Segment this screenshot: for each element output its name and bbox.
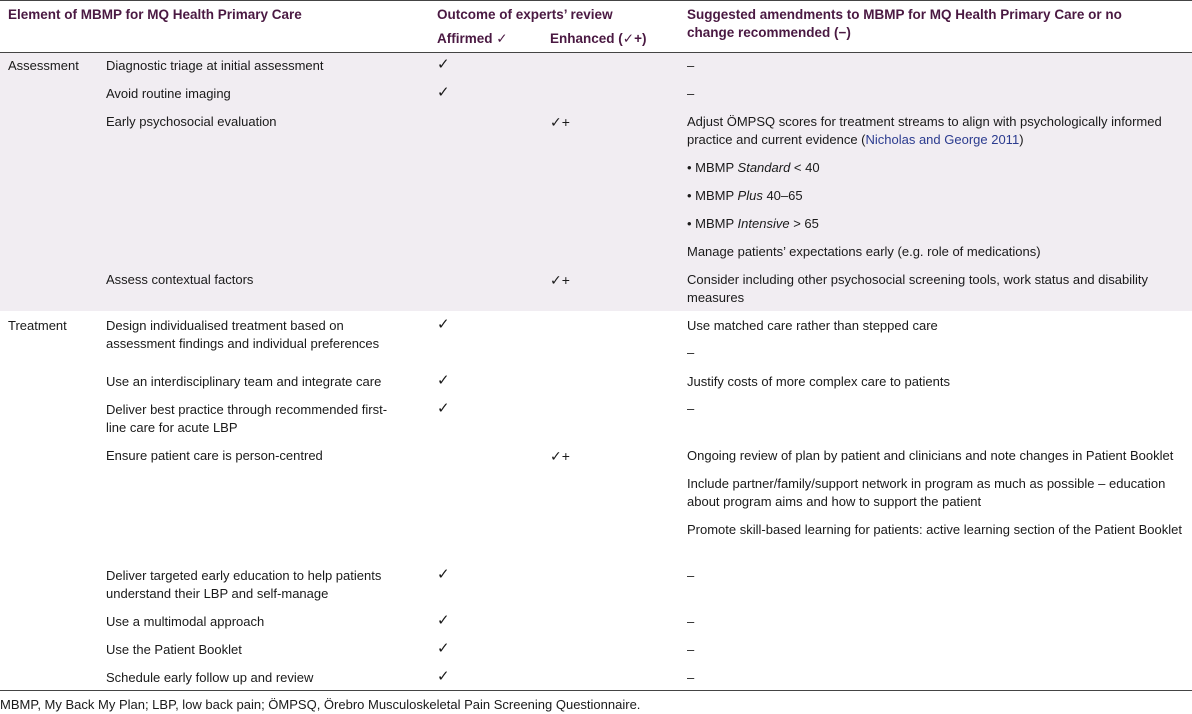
- suggestion-text-part: Adjust ÖMPSQ scores for treatment streams to align with psychologically informed practice and current evidence (: [687, 114, 1162, 147]
- element-text: Design individualised treatment based on assessment findings and individual preferences: [106, 318, 380, 351]
- affirmed-check-icon: ✓: [437, 372, 450, 389]
- bullet-post: 40–65: [762, 188, 803, 203]
- citation-link[interactable]: Nicholas and George 2011: [865, 132, 1020, 147]
- element-text: Assess contextual factors: [106, 272, 254, 287]
- suggestion-text: –: [687, 670, 695, 685]
- suggestion-text: –: [687, 58, 695, 73]
- element-text: Schedule early follow up and review: [106, 670, 314, 685]
- bullet-em: Plus: [737, 188, 763, 203]
- element-text: Use a multimodal approach: [106, 614, 265, 629]
- header-suggested-2: change recommended (−): [687, 25, 851, 40]
- element-text: Diagnostic triage at initial assessment: [106, 58, 324, 73]
- element-text: Avoid routine imaging: [106, 86, 231, 101]
- suggestion-text: –: [687, 345, 695, 360]
- suggestion-text: –: [687, 401, 695, 416]
- element-text: Deliver best practice through recommended first-line care for acute LBP: [106, 402, 388, 435]
- suggestion-text: Justify costs of more complex care to patients: [687, 374, 950, 389]
- suggestion-text: –: [687, 642, 695, 657]
- suggestion-text-part: ): [1019, 132, 1024, 147]
- bullet-pre: • MBMP: [687, 216, 738, 231]
- table-top-rule: [0, 0, 1192, 1]
- suggestion-text: –: [687, 568, 695, 583]
- header-outcome: Outcome of experts’ review: [437, 7, 613, 22]
- section-label: Assessment: [8, 58, 79, 73]
- suggestion-text: Consider including other psychosocial screening tools, work status and disability measures: [687, 272, 1149, 305]
- element-text: Deliver targeted early education to help patients understand their LBP and self-manage: [106, 568, 382, 601]
- affirmed-check-icon: ✓: [437, 400, 450, 417]
- suggestion-text: Include partner/family/support network in program as much as possible – education about program aims and how to support the patient: [687, 476, 1166, 509]
- bullet-item: [687, 159, 1187, 177]
- affirmed-check-icon: ✓: [437, 612, 450, 629]
- enhanced-check-icon: ✓+: [550, 272, 570, 288]
- affirmed-check-icon: ✓: [437, 84, 450, 101]
- element-text: Use the Patient Booklet: [106, 642, 242, 657]
- suggestion-text: –: [687, 614, 695, 629]
- bullet-item: [687, 187, 1187, 205]
- bullet-pre: • MBMP: [687, 188, 738, 203]
- table-header-rule: [0, 52, 1192, 53]
- suggestion-text: Promote skill-based learning for patients: active learning section of the Patient Booklet: [687, 522, 1182, 537]
- affirmed-check-icon: ✓: [437, 316, 450, 333]
- bullet-pre: • MBMP: [687, 160, 738, 175]
- header-enhanced: Enhanced (✓+): [550, 31, 647, 46]
- header-suggested-1: Suggested amendments to MBMP for MQ Health Primary Care or no: [687, 7, 1122, 22]
- bullet-em: Standard: [737, 160, 791, 175]
- bullet-post: < 40: [790, 160, 820, 175]
- element-text: Use an interdisciplinary team and integrate care: [106, 374, 382, 389]
- header-element: Element of MBMP for MQ Health Primary Care: [8, 7, 302, 22]
- element-text: Early psychosocial evaluation: [106, 114, 277, 129]
- bullet-post: > 65: [789, 216, 819, 231]
- table-footnote: MBMP, My Back My Plan; LBP, low back pain; ÖMPSQ, Örebro Musculoskeletal Pain Screening Questionnaire.: [0, 697, 641, 712]
- suggestion-text: Use matched care rather than stepped care: [687, 318, 938, 333]
- affirmed-check-icon: ✓: [437, 56, 450, 73]
- bullet-em: Intensive: [737, 216, 790, 231]
- affirmed-check-icon: ✓: [437, 668, 450, 685]
- affirmed-check-icon: ✓: [437, 566, 450, 583]
- section-label: Treatment: [8, 318, 67, 333]
- suggestion-text: Manage patients’ expectations early (e.g. role of medications): [687, 244, 1041, 259]
- table-bottom-rule: [0, 690, 1192, 691]
- enhanced-check-icon: ✓+: [550, 448, 570, 464]
- header-affirmed: Affirmed ✓: [437, 31, 508, 46]
- suggestion-text: Ongoing review of plan by patient and clinicians and note changes in Patient Booklet: [687, 448, 1174, 463]
- element-text: Ensure patient care is person-centred: [106, 448, 323, 463]
- affirmed-check-icon: ✓: [437, 640, 450, 657]
- suggestion-text: –: [687, 86, 695, 101]
- suggestion-text: [687, 113, 1187, 149]
- enhanced-check-icon: ✓+: [550, 114, 570, 130]
- bullet-item: [687, 215, 1187, 233]
